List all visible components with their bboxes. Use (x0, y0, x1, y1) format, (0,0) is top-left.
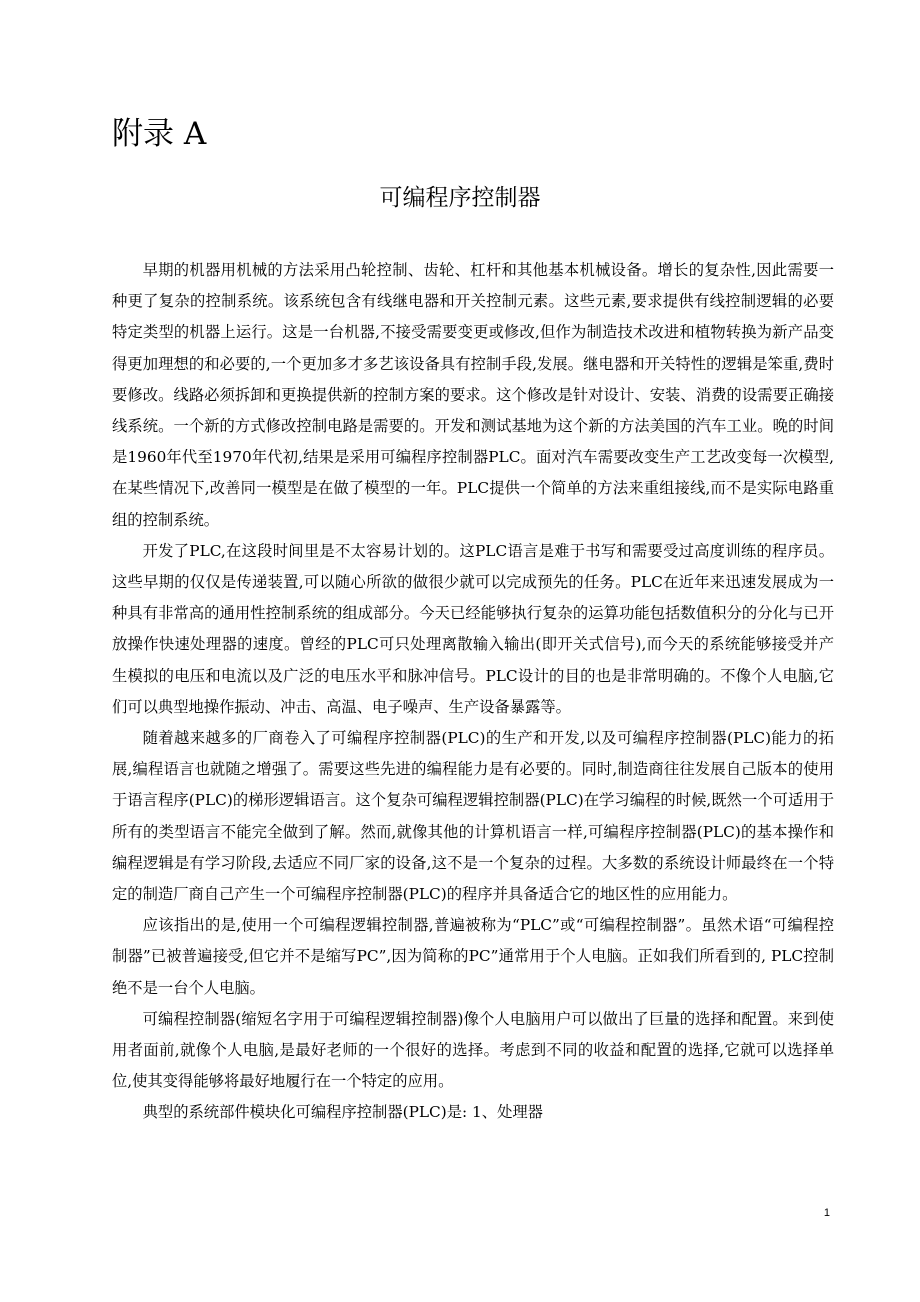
page-number: 1 (823, 1207, 830, 1219)
paragraph-2: 开发了PLC,在这段时间里是不太容易计划的。这PLC语言是难于书写和需要受过高度训练的程序员。这些早期的仅仅是传递装置,可以随心所欲的做很少就可以完成预先的任务。PLC在近年来迅速发展成为一种具有非常高的通用性控制系统的组成部分。今天已经能够执行复杂的运算功能包括数值积分的分化与已开放操作快速处理器的速度。曾经的PLC可只处理离散输入输出(即开关式信号),而今天的系统能够接受并产生模拟的电压和电流以及广泛的电压水平和脉冲信号。PLC设计的目的也是非常明确的。不像个人电脑,它们可以典型地操作振动、冲击、高温、电子噪声、生产设备暴露等。 (112, 541, 834, 716)
paragraph-4: 应该指出的是,使用一个可编程逻辑控制器,普遍被称为“PLC”或“可编程控制器”。虽然术语“可编程控制器”已被普遍接受,但它并不是缩写PC”,因为简称的PC”通常用于个人电脑。正如我们所看到的, PLC控制绝不是一台个人电脑。 (112, 916, 834, 997)
paragraph-6: 典型的系统部件模块化可编程序控制器(PLC)是: 1、处理器 (142, 1103, 543, 1122)
body-text (112, 255, 834, 1129)
paragraph-1: 早期的机器用机械的方法采用凸轮控制、齿轮、杠杆和其他基本机械设备。增长的复杂性,因此需要一种更了复杂的控制系统。该系统包含有线继电器和开关控制元素。这些元素,要求提供有线控制逻辑的必要特定类型的机器上运行。这是一台机器,不接受需要变更或修改,但作为制造技术改进和植物转换为新产品变得更加理想的和必要的,一个更加多才多艺该设备具有控制手段,发展。继电器和开关特性的逻辑是笨重,费时要修改。线路必须拆卸和更换提供新的控制方案的要求。这个修改是针对设计、安装、消费的设需要正确接线系统。一个新的方式修改控制电路是需要的。开发和测试基地为这个新的方法美国的汽车工业。晚的时间是1960年代至1970年代初,结果是采用可编程序控制器PLC。面对汽车需要改变生产工艺改变每一次模型,在某些情况下,改善同一模型是在做了模型的一年。PLC提供一个简单的方法来重组接线,而不是实际电路重组的控制系统。 (112, 261, 834, 529)
paragraph-3: 随着越来越多的厂商卷入了可编程序控制器(PLC)的生产和开发,以及可编程序控制器(PLC)能力的拓展,编程语言也就随之增强了。需要这些先进的编程能力是有必要的。同时,制造商往往发展自己版本的使用于语言程序(PLC)的梯形逻辑语言。这个复杂可编程逻辑控制器(PLC)在学习编程的时候,既然一个可适用于所有的类型语言不能完全做到了解。然而,就像其他的计算机语言一样,可编程序控制器(PLC)的基本操作和编程逻辑是有学习阶段,去适应不同厂家的设备,这不是一个复杂的过程。大多数的系统设计师最终在一个特定的制造厂商自己产生一个可编程序控制器(PLC)的程序并具备适合它的地区性的应用能力。 (112, 729, 834, 904)
document-title: 可编程序控制器 (379, 185, 541, 211)
paragraph-5: 可编程控制器(缩短名字用于可编程逻辑控制器)像个人电脑用户可以做出了巨量的选择和配置。来到使用者面前,就像个人电脑,是最好老师的一个很好的选择。考虑到不同的收益和配置的选择,它就可以选择单位,使其变得能够将最好地履行在一个特定的应用。 (112, 1009, 834, 1091)
appendix-heading: 附录 A (112, 116, 207, 152)
